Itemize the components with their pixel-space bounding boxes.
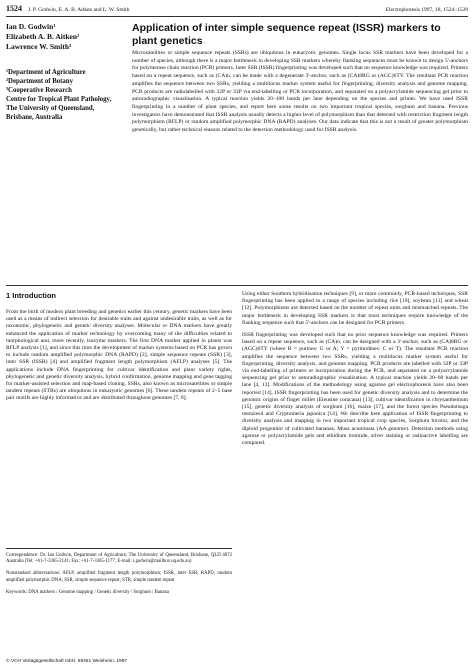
author-block <box>6 22 120 122</box>
copyright-footer: © VCH Verlagsgesellschaft mbH, 69451 Weinheim, 1997 <box>6 659 128 664</box>
author-list <box>6 22 120 52</box>
running-authors: J. P. Godwin, E. A. B. Aitken and L. W. Smith <box>28 7 130 13</box>
journal-reference: Electrophoresis 1997, 18, 1524–1528 <box>385 7 468 13</box>
author-name: Lawrence W. Smith³ <box>6 42 72 51</box>
body-paragraph: Using either Southern hybridisation techniques [9], or more commonly, PCR-based techniques, SSR fingerprinting has been applied to a range of species including rice [10], soybean [11] and wheat [12]. Polymorphisms are detected based on the number of repeat units and mismatched repeats. The major bottleneck in developing SSR markers is that most techniques require knowledge of the flanking sequence such that 5'-anchors can be designed for PCR primers. <box>242 291 468 326</box>
affiliation-list <box>6 68 120 122</box>
running-header <box>6 3 468 15</box>
affiliation-line: Brisbane, Australia <box>6 114 63 121</box>
left-column <box>6 291 232 408</box>
right-column <box>242 291 468 452</box>
author-name: Ian D. Godwin¹ <box>6 22 56 31</box>
page-number: 1524 <box>6 4 22 13</box>
section-rule <box>6 285 468 286</box>
affiliation-line: Centre for Tropical Plant Pathology, <box>6 96 112 103</box>
correspondence-note: Correspondence: Dr. Ian Godwin, Department of Agriculture, The University of Queensland, Brisbane, QLD 4072 Australia (Tel: +61-7-3365-2141; Fax: +61-7-3365-1177; E-mail: i.godwin@mailbox.uq.edu.au) <box>6 553 232 565</box>
abstract: Microsatellites or simple sequence repeats (SSRs) are ubiquitous in eukaryotic genomes. Single locus SSR markers have been developed for a number of species, although there is a major bottleneck in developing SSR markers whereby flanking sequences must be known to design 5'-anchors for polymerase chain reaction (PCR) primers. Inter SSR (ISSR) fingerprinting was developed such that no sequence knowledge was required. Primers based on a repeat sequence, such as (CA)n, can be made with a degenerate 3'-anchor, such as (CA)8RG or (AGC)6TY. The resultant PCR reaction amplifies the sequence between two SSRs, yielding a multilocus marker system useful for fingerprinting, diversity analysis and genome mapping. PCR products are radiolabelled with 32P or 33P via end-labelling or PCR incorporation, and separated on a polyacrylamide sequencing gel prior to autoradiographic visualisation. A typical reaction yields 20–100 bands per lane depending on the species and primer. We have used ISSR fingerprinting in a number of plant species, and report here some results on two important tropical species, sorghum and banana. Previous investigators have demonstrated that ISSR analysis usually detects a higher level of polymorphism than that detected with restriction fragment length polymorphism (RFLP) or random amplified polymorphic DNA (RAPD) analyses. Our data indicate that this is not a result of greater polymorphism genetically, but rather technical reasons related to the detection methodology used for ISSR analysis. <box>132 50 469 134</box>
section-heading-introduction: 1 Introduction <box>6 291 56 300</box>
author-name: Elizabeth A. B. Aitken² <box>6 32 80 41</box>
affiliation-line: ³Cooperative Research <box>6 87 72 94</box>
body-paragraph: ISSR fingerprinting was developed such that no prior sequence knowledge was required. Primers based on a repeat sequence, such as (CA)n, can be designed with a 3'-anchor, such as (CA)8RG or (AGC)6TY (where R = purines: G or A; Y = pyrimidines: C or T). The resultant PCR reaction amplifies the sequence between two SSRs, yielding a multilocus marker system useful for fingerprinting, diversity analysis, and genome mapping. PCR products are labelled with 32P or 33P via end-labelling of primers or incorporation during the PCR, and separated on a polyacrylamide sequencing gel prior to autoradiographic visualisation. A typical reaction yields 20–60 bands per lane [4, 13]. Modifications of the methodology using agarose gel electrophoresis have also been reported [14]. ISSR fingerprinting has been used for genetic diversity analysis and to determine the genomic origins of finger millet (Eleusine coracana) [13], cultivar identification in chrysanthemum [15], genetic diversity analysis of sorghum [16], maize [17], and the forest species Pseudotsuga menziesii and Cryptomeria japonica [14]. We describe here application of ISSR fingerprinting to diversity analysis and mapping in two important tropical crop species, Sorghum bicolor, and the diploid progenitor of cultivated bananas, Musa acuminata (AA genome). Detection methods using agarose or polyacrylamide gels and ethidium bromide, silver staining or radioactive labelling are compared. <box>242 332 468 447</box>
abbreviations-note: Nonstandard abbreviations: AFLP, amplified fragment length polymorphism; ISSR, inter SSR; RAPD, random amplified polymorphic DNA; SSR, simple sequence repeat; STR, simple tandem repeat <box>6 571 232 583</box>
article-title: Application of inter simple sequence repeat (ISSR) markers to plant genetics <box>132 22 441 47</box>
keywords-note: Keywords: DNA markers / Genome mapping / Genetic diversity / Sorghum / Banana <box>6 589 169 595</box>
body-paragraph: From the birth of modern plant breeding and genetics earlier this century, genetic markers have been used as a means of indirect selection for desirable traits and against undesirable traits, as well as for taxonomic, phylogenetic and genetic diversity analyses. Molecular or DNA markers have greatly enhanced the application of marker technology by overcoming many of the difficulties related to morphological and, more recently, isozyme markers. The first DNA marker applied in plants was RFLP analysis [1], and since this time the development of marker systems based on PCR has grown to include random amplified polymorphic DNA (RAPD) [2], simple sequence repeats (SSR) [3], inter SSR (ISSR) [4] and amplified fragment length polymorphism (AFLP) analyses [5]. The applications include DNA fingerprinting for cultivar identification and plant variety rights, phylogenetic and genetic diversity analysis, hybrid confirmation, genome mapping and gene tagging for marker-assisted selection and map-based cloning. SSRs, also known as microsatellites or simple tandem repeats (STRs) are ubiquitous in eukaryotic genomes [6]. These tandem repeats of 2–5 base pair motifs are highly informative and are distributed throughout genomes [7, 8]. <box>6 309 232 402</box>
affiliation-line: The University of Queensland, <box>6 105 95 112</box>
affiliation-line: ¹Department of Agriculture <box>6 69 86 76</box>
footnotes <box>6 548 232 602</box>
header-left <box>6 3 129 16</box>
affiliation-line: ²Department of Botany <box>6 78 73 85</box>
header-rule <box>6 16 468 17</box>
